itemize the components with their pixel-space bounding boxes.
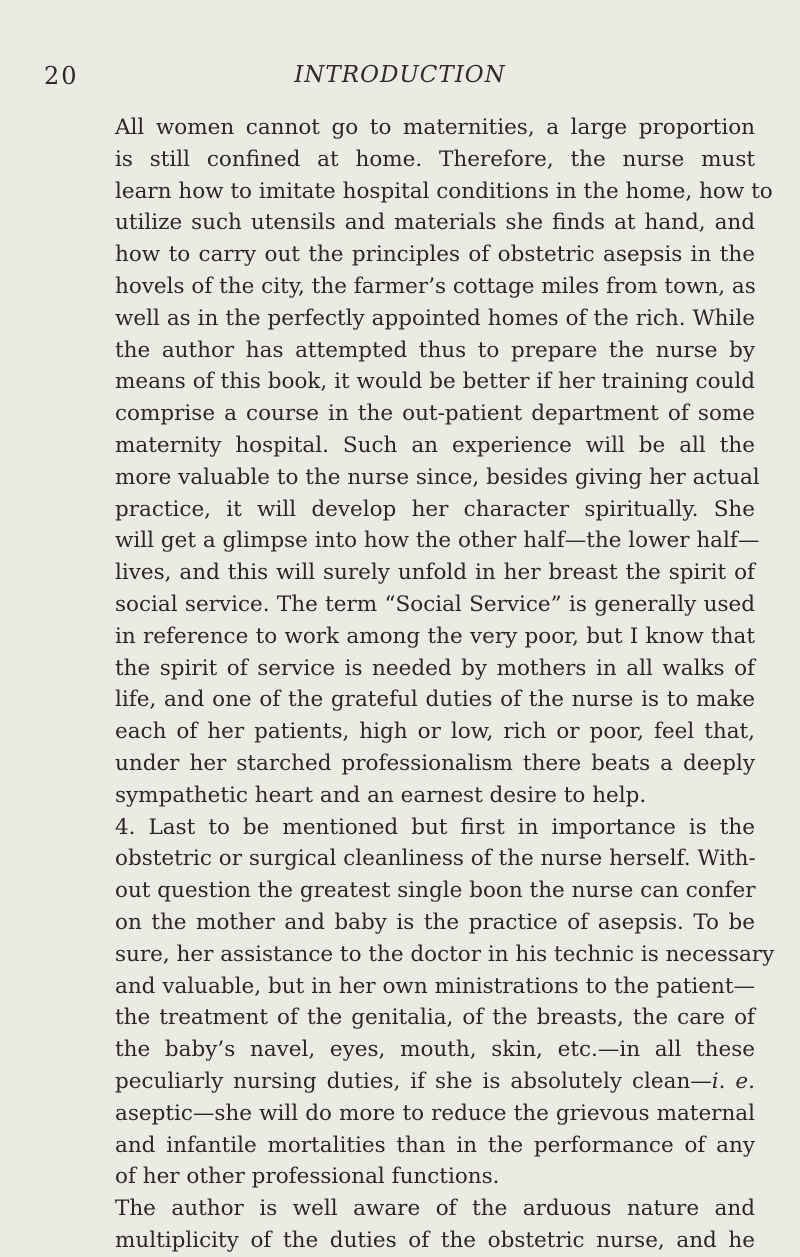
text-line: the spirit of service is needed by mothers in all walks of [115,655,755,681]
text-line: social service. The term “Social Service” is generally used [115,591,755,617]
text-line: multiplicity of the duties of the obstetric nurse, and he [115,1227,755,1253]
text-line: under her starched professionalism there beats a deeply [115,750,755,776]
running-head-title: INTRODUCTION [294,62,506,88]
text-line: 4. Last to be mentioned but first in importance is the [115,814,755,840]
text-line: aseptic—she will do more to reduce the grievous maternal [115,1100,755,1126]
text-line: obstetric or surgical cleanliness of the nurse herself. With- [115,846,756,872]
text-line: sure, her assistance to the doctor in his technic is necessary [115,941,775,967]
text-line: the baby’s navel, eyes, mouth, skin, etc.—in all these [115,1037,755,1063]
running-head [0,58,800,98]
text-line: and valuable, but in her own ministrations to the patient— [115,973,755,999]
text-line: the author has attempted thus to prepare the nurse by [115,337,755,363]
text-line: peculiarly nursing duties, if she is absolutely clean—i. e. [115,1068,755,1094]
text-line: will get a glimpse into how the other half—the lower half— [115,528,760,554]
text-line: learn how to imitate hospital conditions in the home, how to [115,178,773,204]
text-line: how to carry out the principles of obstetric asepsis in the [115,242,755,268]
text-line: of her other professional functions. [115,1164,500,1190]
text-line: well as in the perfectly appointed homes of the rich. While [115,305,755,331]
text-line: life, and one of the grateful duties of the nurse is to make [115,687,755,713]
text-line: practice, it will develop her character spiritually. She [115,496,755,522]
text-line: utilize such utensils and materials she finds at hand, and [115,210,755,236]
text-line: The author is well aware of the arduous nature and [115,1196,755,1222]
text-line: maternity hospital. Such an experience will be all the [115,432,755,458]
text-line: the treatment of the genitalia, of the breasts, the care of [115,1005,755,1031]
text-line: hovels of the city, the farmer’s cottage miles from town, as [115,273,756,299]
text-line: on the mother and baby is the practice of asepsis. To be [115,909,755,935]
text-line: and infantile mortalities than in the performance of any [115,1132,755,1158]
page-number: 20 [44,62,79,90]
text-line: All women cannot go to maternities, a large proportion [115,115,755,140]
text-line: out question the greatest single boon the nurse can confer [115,878,756,904]
text-line: lives, and this will surely unfold in her breast the spirit of [115,560,755,586]
text-line: comprise a course in the out-patient department of some [115,401,755,427]
text-line: in reference to work among the very poor, but I know that [115,623,755,649]
text-line: means of this book, it would be better if her training could [115,369,755,395]
text-line: each of her patients, high or low, rich or poor, feel that, [115,719,755,745]
body-text [115,112,775,1257]
text-line: sympathetic heart and an earnest desire to help. [115,782,647,808]
text-line: more valuable to the nurse since, besides giving her actual [115,464,760,490]
text-line: is still confined at home. Therefore, the nurse must [115,146,755,172]
